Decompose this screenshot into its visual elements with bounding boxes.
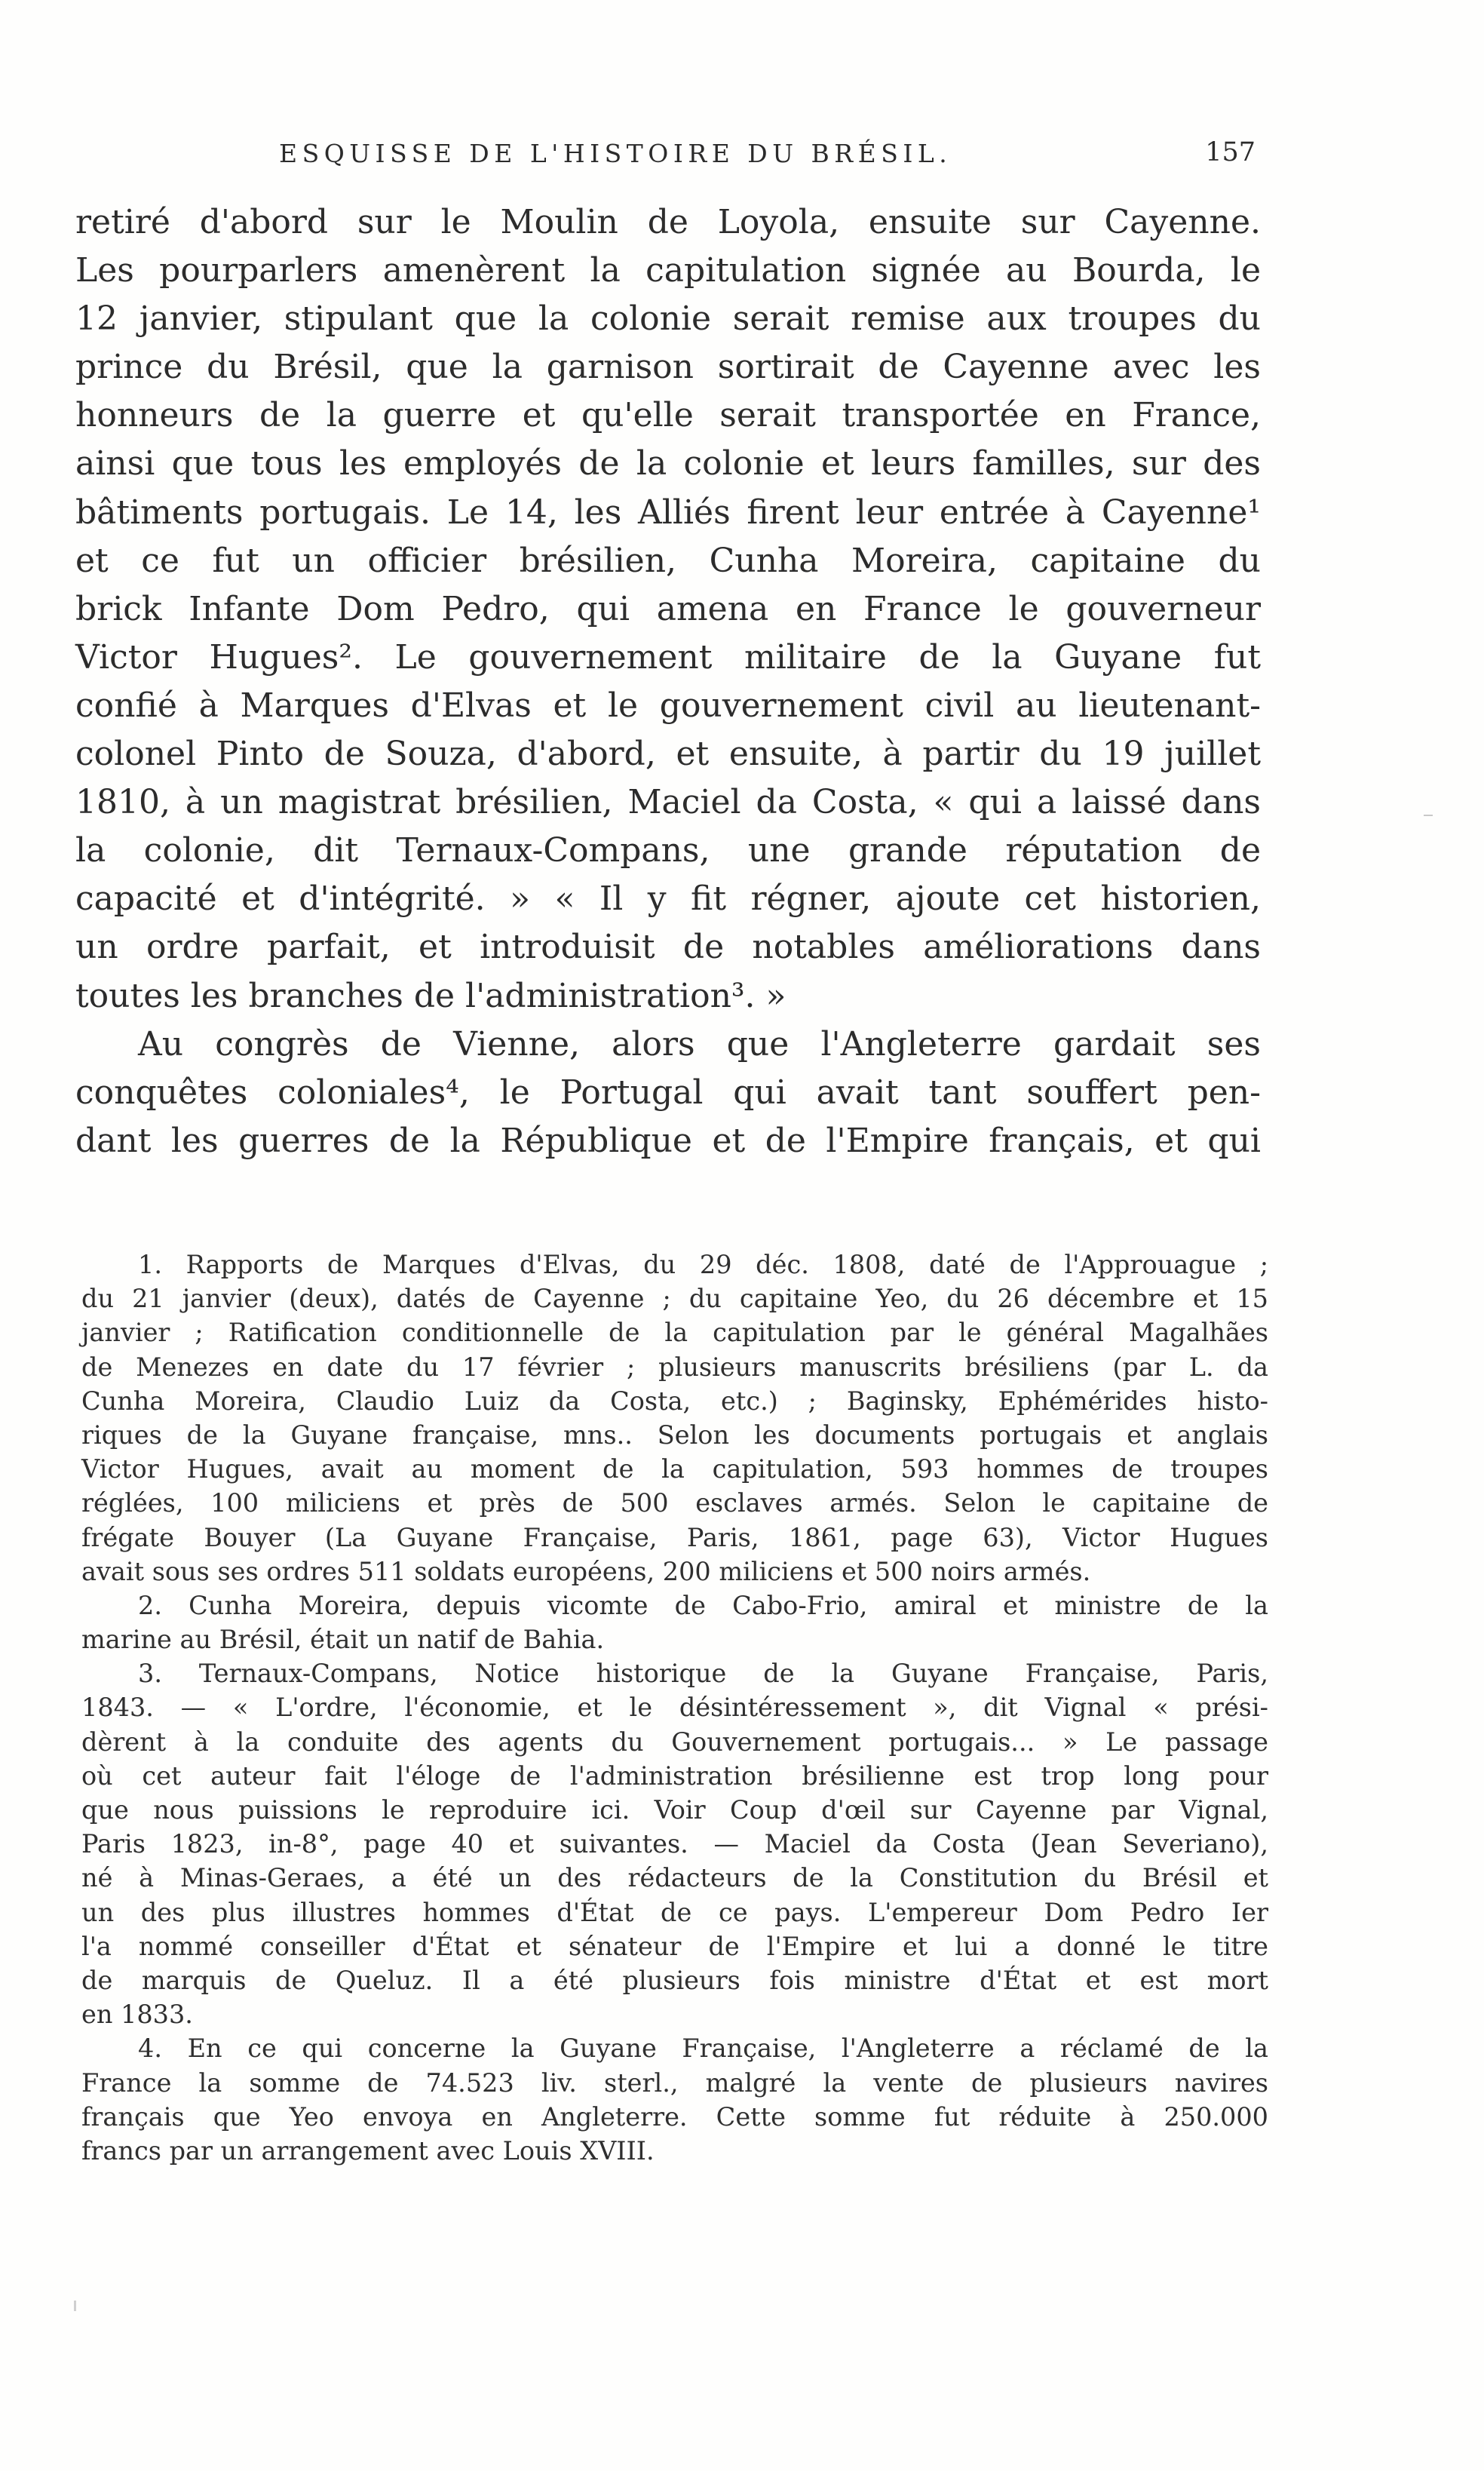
text-line: confié à Marques d'Elvas et le gouvernement civil au lieutenant- (75, 686, 1261, 725)
footnote-line: frégate Bouyer (La Guyane Française, Paris, 1861, page 63), Victor Hugues (81, 1522, 1268, 1552)
footnote-line: Victor Hugues, avait au moment de la capitulation, 593 hommes de troupes (81, 1454, 1268, 1484)
footnote-line: 2. Cunha Moreira, depuis vicomte de Cabo-Frio, amiral et ministre de la (138, 1590, 1268, 1620)
text-line: toutes les branches de l'administration³. » (75, 976, 786, 1015)
footnote-line: 1843. — « L'ordre, l'économie, et le désintéressement », dit Vignal « prési- (81, 1693, 1268, 1723)
footnote-line: né à Minas-Geraes, a été un des rédacteurs de la Constitution du Brésil et (81, 1863, 1268, 1893)
page-header (75, 133, 1256, 178)
footnote-line: où cet auteur fait l'éloge de l'administration brésilienne est trop long pour (81, 1760, 1268, 1791)
footnote-line: 4. En ce qui concerne la Guyane Française, l'Angleterre a réclamé de la (138, 2034, 1268, 2064)
text-line: Les pourparlers amenèrent la capitulation signée au Bourda, le (75, 251, 1261, 290)
running-head: ESQUISSE DE L'HISTOIRE DU BRÉSIL. (279, 139, 952, 168)
footnote-line: Cunha Moreira, Claudio Luiz da Costa, etc.) ; Baginsky, Ephémérides histo- (81, 1386, 1268, 1416)
text-line: 12 janvier, stipulant que la colonie serait remise aux troupes du (75, 299, 1261, 339)
text-line: honneurs de la guerre et qu'elle serait transportée en France, (75, 396, 1261, 435)
footnote-line: un des plus illustres hommes d'État de ce pays. L'empereur Dom Pedro Ier (81, 1897, 1268, 1927)
text-line: prince du Brésil, que la garnison sortirait de Cayenne avec les (75, 348, 1261, 387)
text-line: 1810, à un magistrat brésilien, Maciel da Costa, « qui a laissé dans (75, 783, 1261, 822)
footnote-line: France la somme de 74.523 liv. sterl., malgré la vente de plusieurs navires (81, 2067, 1268, 2098)
text-line: conquêtes coloniales⁴, le Portugal qui avait tant souffert pen- (75, 1073, 1261, 1112)
footnote-line: en 1833. (81, 2000, 193, 2030)
footnote-line: de Menezes en date du 17 février ; plusieurs manuscrits brésiliens (par L. da (81, 1352, 1268, 1382)
text-line: dant les guerres de la République et de l'Empire français, et qui (75, 1121, 1261, 1160)
text-line: capacité et d'intégrité. » « Il y fit régner, ajoute cet historien, (75, 879, 1261, 919)
footnote-line: que nous puissions le reproduire ici. Voir Coup d'œil sur Cayenne par Vignal, (81, 1795, 1268, 1825)
text-line: brick Infante Dom Pedro, qui amena en France le gouverneur (75, 589, 1261, 628)
page-number: 157 (1205, 137, 1256, 167)
footnote-line: de marquis de Queluz. Il a été plusieurs fois ministre d'État et est mort (81, 1965, 1268, 1995)
footnote-line: avait sous ses ordres 511 soldats européens, 200 miliciens et 500 noirs armés. (81, 1556, 1091, 1586)
footnote-line: 1. Rapports de Marques d'Elvas, du 29 déc. 1808, daté de l'Approuague ; (138, 1250, 1268, 1279)
footnote-line: marine au Brésil, était un natif de Bahia. (81, 1625, 605, 1655)
footnote-line: janvier ; Ratification conditionnelle de la capitulation par le général Magalhães (81, 1318, 1268, 1348)
footnote-line: riques de la Guyane française, mns.. Selon les documents portugais et anglais (81, 1420, 1268, 1450)
text-line: colonel Pinto de Souza, d'abord, et ensuite, à partir du 19 juillet (75, 735, 1261, 774)
text-line: Victor Hugues². Le gouvernement militaire de la Guyane fut (75, 637, 1261, 677)
text-line: la colonie, dit Ternaux-Compans, une grande réputation de (75, 831, 1261, 870)
footnote-line: français que Yeo envoya en Angleterre. Cette somme fut réduite à 250.000 (81, 2101, 1268, 2132)
text-line: et ce fut un officier brésilien, Cunha Moreira, capitaine du (75, 541, 1261, 580)
footnote-line: dèrent à la conduite des agents du Gouvernement portugais... » Le passage (81, 1727, 1268, 1757)
text-line: Au congrès de Vienne, alors que l'Angleterre gardait ses (138, 1024, 1261, 1064)
text-line: retiré d'abord sur le Moulin de Loyola, ensuite sur Cayenne. (75, 203, 1261, 241)
footnote-line: réglées, 100 miliciens et près de 500 esclaves armés. Selon le capitaine de (81, 1488, 1268, 1518)
footnote-line: Paris 1823, in-8°, page 40 et suivantes. — Maciel da Costa (Jean Severiano), (81, 1829, 1268, 1859)
margin-mark (1424, 815, 1433, 816)
text-line: bâtiments portugais. Le 14, les Alliés firent leur entrée à Cayenne¹ (75, 493, 1261, 532)
footnote-line: francs par un arrangement avec Louis XVIII. (81, 2135, 655, 2166)
footnotes (81, 1248, 1268, 2168)
footnote-line: du 21 janvier (deux), datés de Cayenne ; du capitaine Yeo, du 26 décembre et 15 (81, 1284, 1268, 1314)
text-line: un ordre parfait, et introduisit de notables améliorations dans (75, 928, 1261, 967)
footnote-line: 3. Ternaux-Compans, Notice historique de la Guyane Française, Paris, (138, 1659, 1268, 1689)
footnote-line: l'a nommé conseiller d'État et sénateur de l'Empire et lui a donné le titre (81, 1931, 1268, 1961)
main-text (75, 198, 1261, 1165)
text-line: ainsi que tous les employés de la colonie et leurs familles, sur des (75, 444, 1261, 483)
scan-mark (74, 2301, 76, 2311)
